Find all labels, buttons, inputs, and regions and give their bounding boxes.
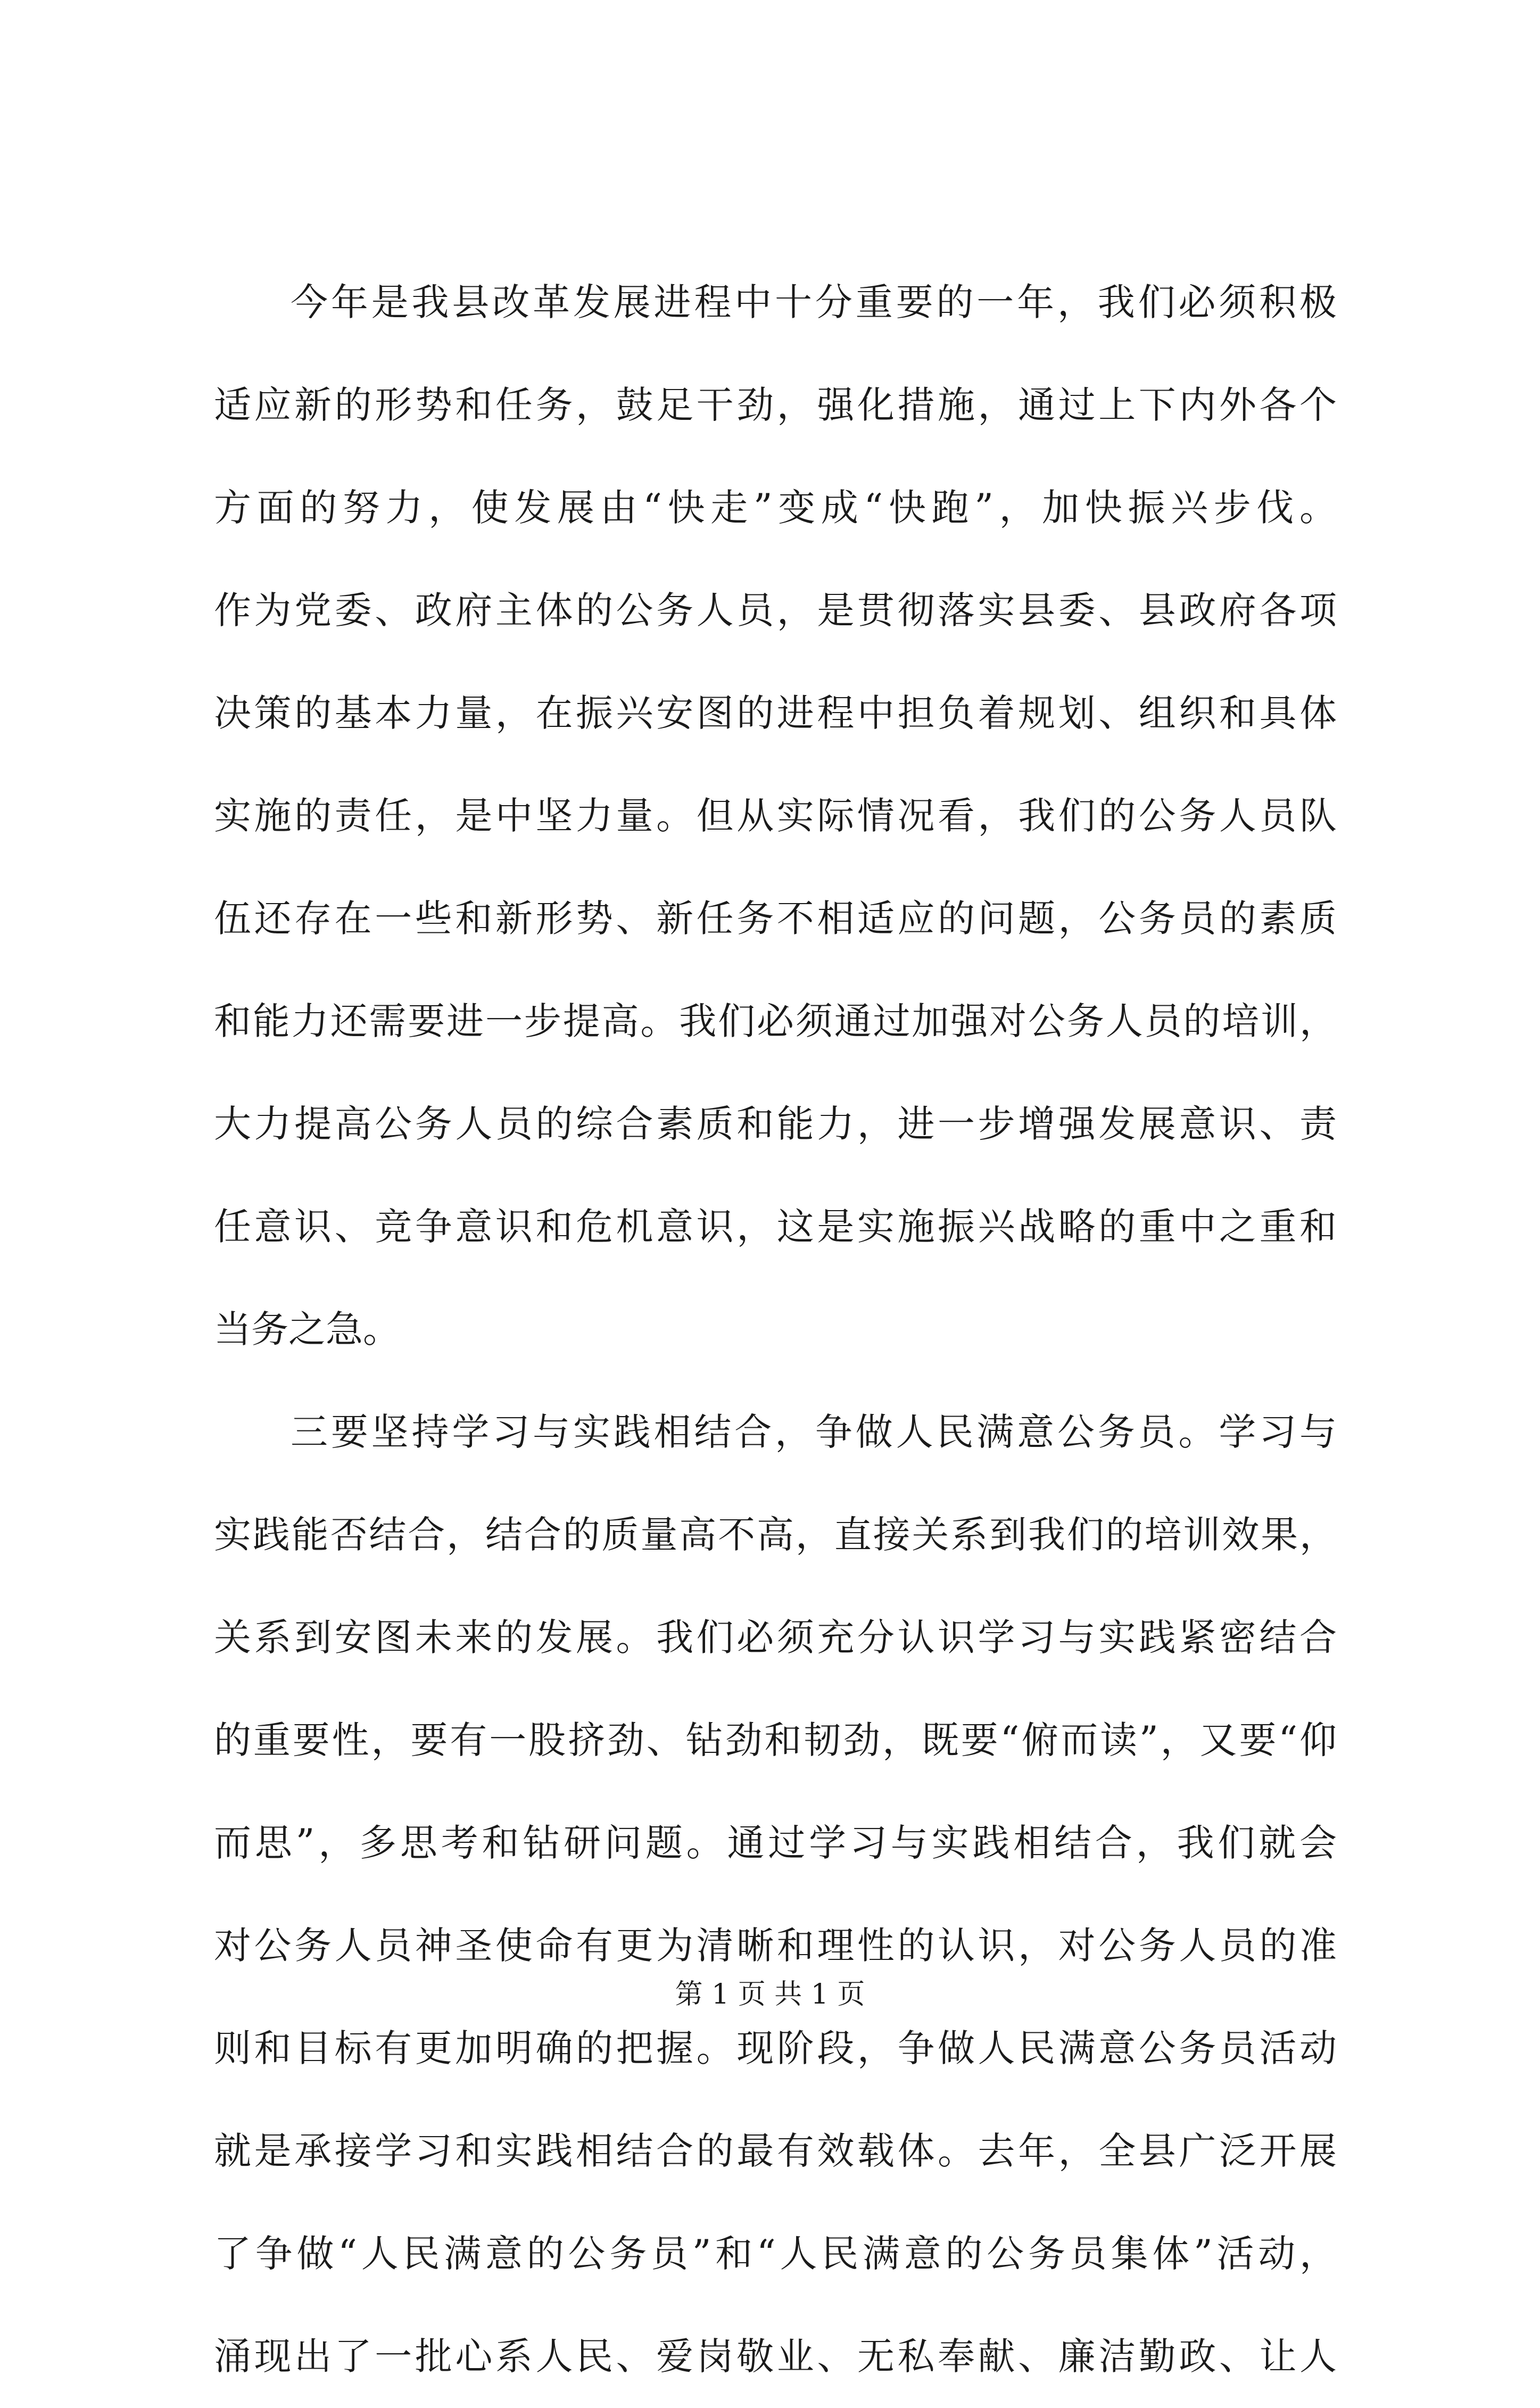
- paragraph-line: 则和目标有更加明确的把握。现阶段，争做人民满意公务员活动: [214, 2026, 1337, 2070]
- paragraph-line: 适应新的形势和任务，鼓足干劲，强化措施，通过上下内外各个: [214, 383, 1337, 427]
- document-body: [214, 251, 1337, 2408]
- paragraph-1: [214, 251, 1337, 1381]
- paragraph-line: 决策的基本力量，在振兴安图的进程中担负着规划、组织和具体: [214, 691, 1337, 735]
- paragraph-line: 而思”，多思考和钻研问题。通过学习与实践相结合，我们就会: [214, 1821, 1337, 1865]
- paragraph-line: 就是承接学习和实践相结合的最有效载体。去年，全县广泛开展: [214, 2129, 1337, 2173]
- paragraph-line: 对公务人员神圣使命有更为清晰和理性的认识，对公务人员的准: [214, 1924, 1337, 1967]
- page-number-footer: 第 1 页 共 1 页: [675, 1979, 865, 2010]
- paragraph-line: 实践能否结合，结合的质量高不高，直接关系到我们的培训效果，: [214, 1513, 1337, 1557]
- paragraph-line: 和能力还需要进一步提高。我们必须通过加强对公务人员的培训，: [214, 999, 1337, 1043]
- paragraph-line: 的重要性，要有一股挤劲、钻劲和韧劲，既要“俯而读”，又要“仰: [214, 1718, 1337, 1762]
- paragraph-line: 任意识、竞争意识和危机意识，这是实施振兴战略的重中之重和: [214, 1205, 1337, 1248]
- paragraph-2: [214, 1381, 1337, 2408]
- paragraph-line: 关系到安图未来的发展。我们必须充分认识学习与实践紧密结合: [214, 1616, 1337, 1659]
- paragraph-line: 伍还存在一些和新形势、新任务不相适应的问题，公务员的素质: [214, 897, 1337, 940]
- paragraph-line: 实施的责任，是中坚力量。但从实际情况看，我们的公务人员队: [214, 794, 1337, 838]
- paragraph-line: 大力提高公务人员的综合素质和能力，进一步增强发展意识、责: [214, 1102, 1337, 1146]
- paragraph-line: 三要坚持学习与实践相结合，争做人民满意公务员。学习与: [291, 1410, 1337, 1454]
- paragraph-line: 涌现出了一批心系人民、爱岗敬业、无私奉献、廉洁勤政、让人: [214, 2335, 1337, 2378]
- paragraph-line: 今年是我县改革发展进程中十分重要的一年，我们必须积极: [291, 280, 1337, 324]
- paragraph-line: 方面的努力，使发展由“快走”变成“快跑”，加快振兴步伐。: [214, 486, 1337, 529]
- paragraph-line: 作为党委、政府主体的公务人员，是贯彻落实县委、县政府各项: [214, 589, 1337, 632]
- paragraph-line: 了争做“人民满意的公务员”和“人民满意的公务员集体”活动，: [214, 2232, 1337, 2275]
- paragraph-line: 当务之急。: [214, 1308, 400, 1351]
